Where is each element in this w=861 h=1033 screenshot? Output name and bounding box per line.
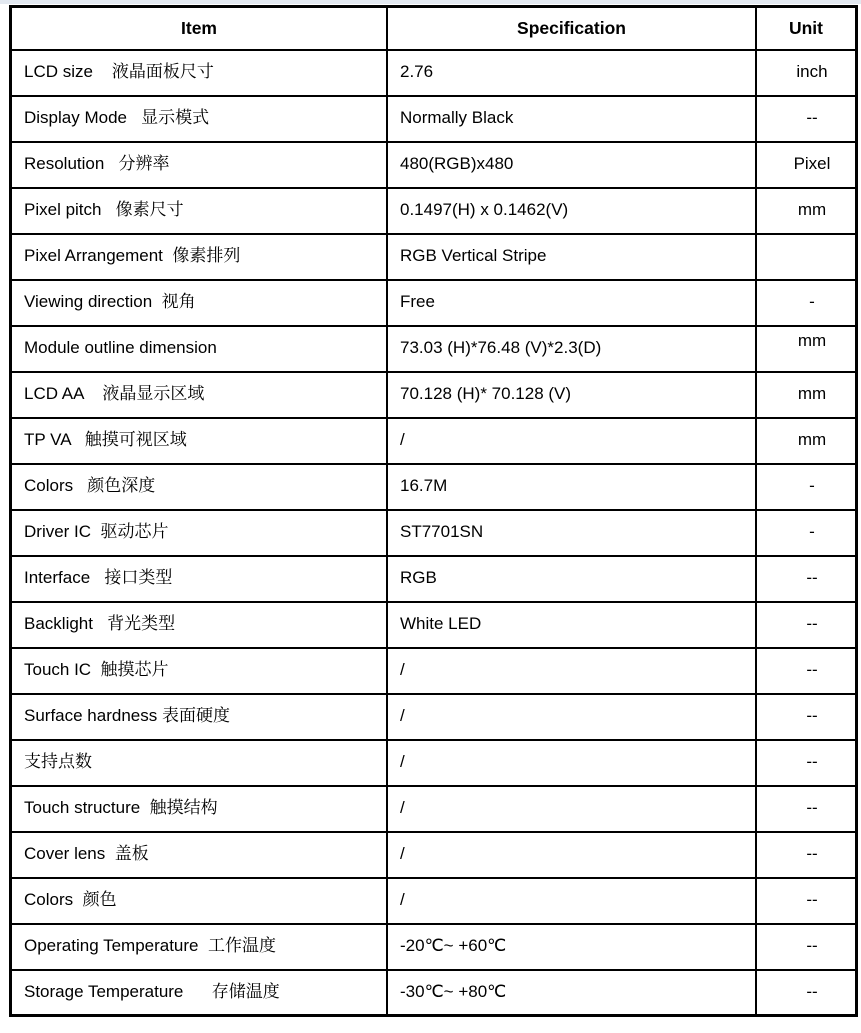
item-cell: Storage Temperature 存储温度	[11, 970, 388, 1016]
table-row	[11, 556, 857, 602]
table-row	[11, 96, 857, 142]
spec-table-header	[11, 7, 857, 50]
specification-cell: 73.03 (H)*76.48 (V)*2.3(D)	[387, 326, 756, 372]
item-cell: Backlight 背光类型	[11, 602, 388, 648]
table-row	[11, 924, 857, 970]
table-row	[11, 464, 857, 510]
unit-cell: mm	[756, 188, 857, 234]
specification-cell: 16.7M	[387, 464, 756, 510]
unit-cell: --	[756, 556, 857, 602]
item-cell: 支持点数	[11, 740, 388, 786]
unit-cell: -	[756, 280, 857, 326]
item-cell: Touch structure 触摸结构	[11, 786, 388, 832]
unit-cell: --	[756, 878, 857, 924]
unit-cell: --	[756, 602, 857, 648]
item-cell: Interface 接口类型	[11, 556, 388, 602]
spec-table	[9, 5, 858, 1017]
unit-cell: mm	[756, 418, 857, 464]
unit-cell: --	[756, 970, 857, 1016]
specification-cell: /	[387, 786, 756, 832]
unit-cell: --	[756, 96, 857, 142]
table-row	[11, 878, 857, 924]
specification-cell: Free	[387, 280, 756, 326]
unit-cell	[756, 234, 857, 280]
item-cell: Viewing direction 视角	[11, 280, 388, 326]
unit-cell: --	[756, 648, 857, 694]
table-row	[11, 648, 857, 694]
unit-cell: -	[756, 510, 857, 556]
table-row	[11, 602, 857, 648]
item-cell: Colors 颜色	[11, 878, 388, 924]
table-row	[11, 280, 857, 326]
table-row	[11, 50, 857, 96]
item-cell: TP VA 触摸可视区域	[11, 418, 388, 464]
table-row	[11, 372, 857, 418]
table-row	[11, 832, 857, 878]
table-row	[11, 188, 857, 234]
unit-cell: -	[756, 464, 857, 510]
item-cell: LCD AA 液晶显示区域	[11, 372, 388, 418]
item-cell: Cover lens 盖板	[11, 832, 388, 878]
specification-cell: /	[387, 878, 756, 924]
specification-cell: /	[387, 418, 756, 464]
item-cell: Module outline dimension	[11, 326, 388, 372]
specification-cell: 480(RGB)x480	[387, 142, 756, 188]
unit-cell: --	[756, 740, 857, 786]
item-cell: Surface hardness 表面硬度	[11, 694, 388, 740]
table-row	[11, 418, 857, 464]
specification-cell: /	[387, 694, 756, 740]
table-row	[11, 740, 857, 786]
specification-cell: /	[387, 832, 756, 878]
header-row	[11, 7, 857, 50]
table-row	[11, 786, 857, 832]
unit-cell: --	[756, 786, 857, 832]
item-cell: Touch IC 触摸芯片	[11, 648, 388, 694]
header-unit: Unit	[756, 7, 857, 50]
unit-cell: mm	[756, 372, 857, 418]
spec-table-body	[11, 50, 857, 1016]
specification-cell: White LED	[387, 602, 756, 648]
item-cell: LCD size 液晶面板尺寸	[11, 50, 388, 96]
unit-cell: --	[756, 924, 857, 970]
item-cell: Colors 颜色深度	[11, 464, 388, 510]
header-specification: Specification	[387, 7, 756, 50]
item-cell: Operating Temperature 工作温度	[11, 924, 388, 970]
item-cell: Resolution 分辨率	[11, 142, 388, 188]
table-row	[11, 142, 857, 188]
specification-cell: /	[387, 740, 756, 786]
table-row	[11, 326, 857, 372]
specification-cell: RGB Vertical Stripe	[387, 234, 756, 280]
unit-cell: --	[756, 832, 857, 878]
item-cell: Pixel Arrangement 像素排列	[11, 234, 388, 280]
item-cell: Pixel pitch 像素尺寸	[11, 188, 388, 234]
unit-cell: --	[756, 694, 857, 740]
unit-cell: Pixel	[756, 142, 857, 188]
specification-cell: Normally Black	[387, 96, 756, 142]
unit-cell: mm	[756, 326, 857, 372]
table-row	[11, 694, 857, 740]
specification-cell: 0.1497(H) x 0.1462(V)	[387, 188, 756, 234]
specification-cell: -30℃~ +80℃	[387, 970, 756, 1016]
top-strip	[0, 0, 861, 4]
specification-cell: RGB	[387, 556, 756, 602]
table-row	[11, 970, 857, 1016]
specification-cell: ST7701SN	[387, 510, 756, 556]
header-item: Item	[11, 7, 388, 50]
item-cell: Display Mode 显示模式	[11, 96, 388, 142]
specification-cell: -20℃~ +60℃	[387, 924, 756, 970]
specification-cell: /	[387, 648, 756, 694]
item-cell: Driver IC 驱动芯片	[11, 510, 388, 556]
table-row	[11, 510, 857, 556]
unit-cell: inch	[756, 50, 857, 96]
specification-cell: 2.76	[387, 50, 756, 96]
specification-cell: 70.128 (H)* 70.128 (V)	[387, 372, 756, 418]
table-row	[11, 234, 857, 280]
